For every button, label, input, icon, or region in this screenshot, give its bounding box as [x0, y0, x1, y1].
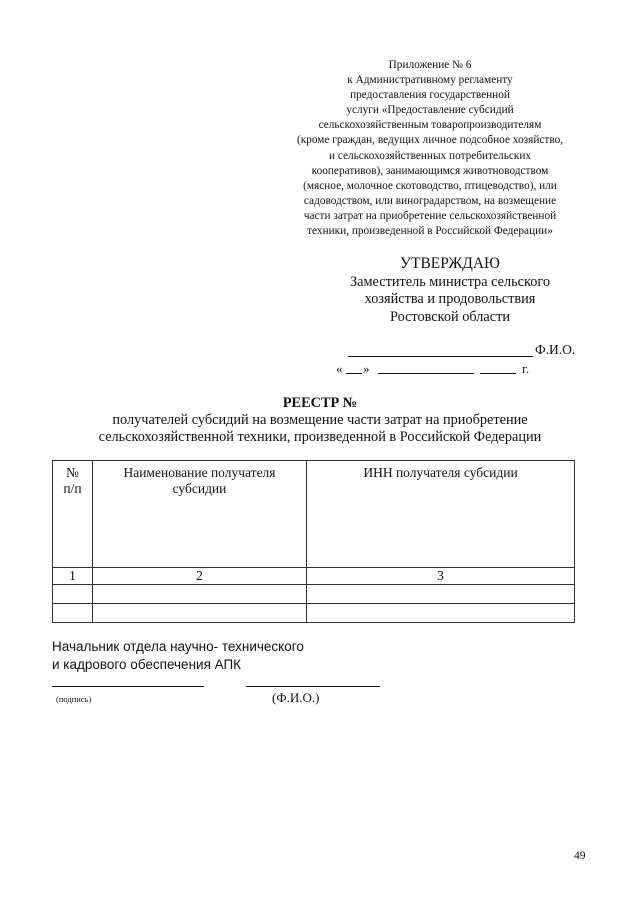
subtitle-line: сельскохозяйственной техники, произведенной в Российской Федерации	[98, 429, 542, 445]
chief-title	[52, 638, 372, 674]
approval-date-line	[336, 361, 556, 379]
approval-line: Заместитель министра сельского	[349, 273, 551, 290]
column-number-1: 1	[53, 568, 93, 585]
registry-title: РЕЕСТР №	[282, 395, 358, 411]
table-header-row	[53, 461, 575, 568]
year-suffix: г.	[522, 361, 530, 376]
registry-table	[52, 460, 575, 623]
appendix-line: сельскохозяйственным товаропроизводителям	[318, 119, 542, 132]
column-number-2: 2	[93, 568, 307, 585]
approval-line: хозяйства и продовольствия	[364, 291, 536, 307]
day-underline	[346, 373, 362, 374]
appendix-line: садоводством, или виноградарством, на возмещение	[303, 194, 557, 207]
signature-label: (подпись)	[56, 694, 92, 704]
month-underline	[378, 373, 474, 374]
approval-signature-line	[330, 342, 590, 362]
header-recipient-name: Наименование получателя субсидии	[93, 461, 307, 568]
appendix-line: кооперативов), занимающимся животноводством	[311, 164, 549, 177]
appendix-line: (мясное, молочное скотоводство, птицеводство), или	[303, 179, 557, 192]
table-row	[53, 604, 575, 623]
appendix-line: (кроме граждан, ведущих личное подсобное хозяйство,	[296, 134, 564, 147]
approval-fio-label: Ф.И.О.	[535, 342, 576, 357]
column-number-3: 3	[307, 568, 575, 585]
approval-block	[330, 255, 570, 326]
appendix-line: части затрат на приобретение сельскохозяйственной	[303, 209, 557, 222]
table-numbering-row	[53, 568, 575, 585]
appendix-line: предоставления государственной	[350, 89, 510, 102]
signature-underline	[52, 686, 204, 687]
fio-label: (Ф.И.О.)	[272, 690, 320, 705]
appendix-line: услуги «Предоставление субсидий	[346, 104, 514, 117]
date-open-quote: «	[336, 361, 343, 376]
header-number: № п/п	[53, 461, 93, 568]
date-close-quote: »	[363, 361, 370, 376]
approval-line: Ростовской области	[389, 308, 511, 325]
subtitle-line: получателей субсидий на возмещение части затрат на приобретение	[112, 412, 528, 428]
header-inn: ИНН получателя субсидии	[307, 461, 575, 568]
approval-heading: УТВЕРЖДАЮ	[400, 255, 500, 272]
table-row	[53, 585, 575, 604]
appendix-line: Приложение № 6	[388, 59, 472, 71]
page-number: 49	[574, 850, 586, 862]
signature-underline	[348, 356, 533, 357]
appendix-line: и сельскохозяйственных потребительских	[328, 149, 532, 162]
appendix-header	[270, 58, 590, 239]
appendix-line: к Административному регламенту	[347, 74, 513, 87]
chief-line: и кадрового обеспечения АПК	[52, 657, 242, 672]
chief-line: Начальник отдела научно- технического	[52, 639, 304, 654]
year-underline	[480, 373, 516, 374]
fio-underline	[246, 686, 380, 687]
appendix-line: техники, произведенной в Российской Федерации»	[307, 225, 553, 238]
registry-subtitle	[60, 412, 580, 446]
